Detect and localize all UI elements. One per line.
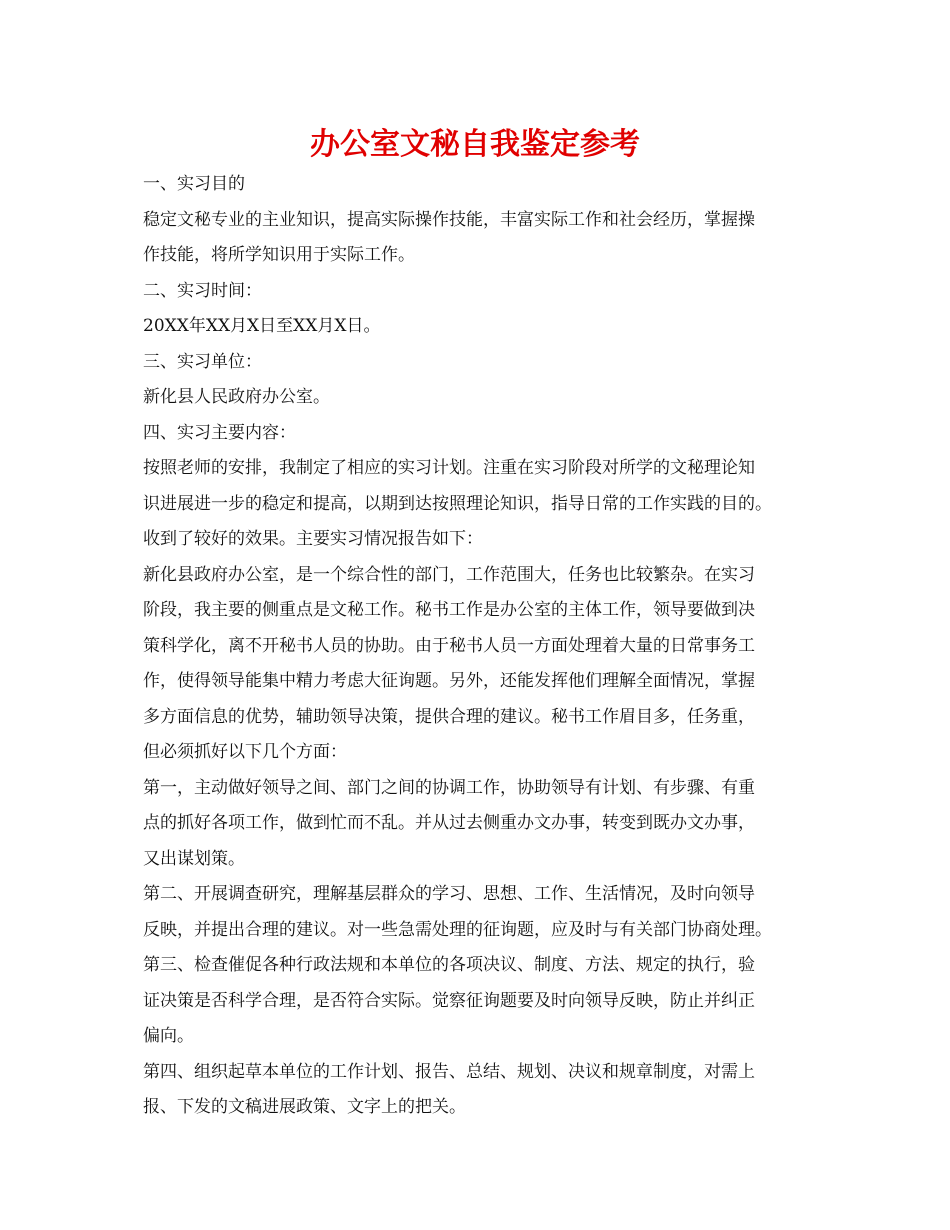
paragraph-line: 20XX年XX月X日至XX月X日。	[143, 316, 381, 336]
document-title: 办公室文秘自我鉴定参考	[310, 127, 640, 162]
paragraph-line: 反映，并提出合理的建议。对一些急需处理的征询题，应及时与有关部门协商处理。	[143, 919, 772, 940]
heading-practice-unit: 三、实习单位：	[143, 351, 262, 372]
paragraph-line: 策科学化，离不开秘书人员的协助。由于秘书人员一方面处理着大量的日常事务工	[143, 635, 755, 656]
paragraph-line: 新化县政府办公室，是一个综合性的部门，工作范围大，任务也比较繁杂。在实习	[143, 564, 755, 585]
paragraph-line: 又出谋划策。	[143, 848, 245, 869]
paragraph-line: 多方面信息的优势，辅助领导决策，提供合理的建议。秘书工作眉目多，任务重，	[143, 706, 755, 727]
heading-practice-time: 二、实习时间：	[143, 280, 262, 301]
paragraph-line: 稳定文秘专业的主业知识，提高实际操作技能，丰富实际工作和社会经历，掌握操	[143, 209, 755, 230]
paragraph-line: 作，使得领导能集中精力考虑大征询题。另外，还能发挥他们理解全面情况，掌握	[143, 671, 755, 691]
paragraph-line: 点的抓好各项工作，做到忙而不乱。并从过去侧重办文办事，转变到既办文办事，	[143, 813, 755, 833]
document-body	[143, 167, 823, 1126]
paragraph-line: 第二、开展调查研究，理解基层群众的学习、思想、工作、生活情况，及时向领导	[143, 884, 755, 904]
paragraph-line: 按照老师的安排，我制定了相应的实习计划。注重在实习阶段对所学的文秘理论知	[143, 458, 755, 478]
paragraph-line: 识进展进一步的稳定和提高，以期到达按照理论知识，指导日常的工作实践的目的。	[143, 493, 772, 514]
paragraph-line: 报、下发的文稿进展政策、文字上的把关。	[143, 1097, 466, 1117]
paragraph-line: 偏向。	[143, 1026, 194, 1046]
heading-practice-content: 四、实习主要内容：	[143, 422, 296, 443]
paragraph-line: 阶段，我主要的侧重点是文秘工作。秘书工作是办公室的主体工作，领导要做到决	[143, 600, 755, 620]
paragraph-line: 收到了较好的效果。主要实习情况报告如下：	[143, 529, 483, 549]
paragraph-line: 第一，主动做好领导之间、部门之间的协调工作，协助领导有计划、有步骤、有重	[143, 777, 755, 798]
paragraph-line: 第四、组织起草本单位的工作计划、报告、总结、规划、决议和规章制度，对需上	[143, 1061, 755, 1082]
heading-practice-purpose: 一、实习目的	[143, 174, 245, 194]
paragraph-line: 证决策是否科学合理，是否符合实际。觉察征询题要及时向领导反映，防止并纠正	[143, 990, 755, 1011]
paragraph-line: 第三、检查催促各种行政法规和本单位的各项决议、制度、方法、规定的执行，验	[143, 955, 755, 975]
paragraph-line: 新化县人民政府办公室。	[143, 387, 330, 407]
paragraph-line: 作技能，将所学知识用于实际工作。	[143, 245, 415, 265]
paragraph-line: 但必须抓好以下几个方面：	[143, 742, 347, 762]
